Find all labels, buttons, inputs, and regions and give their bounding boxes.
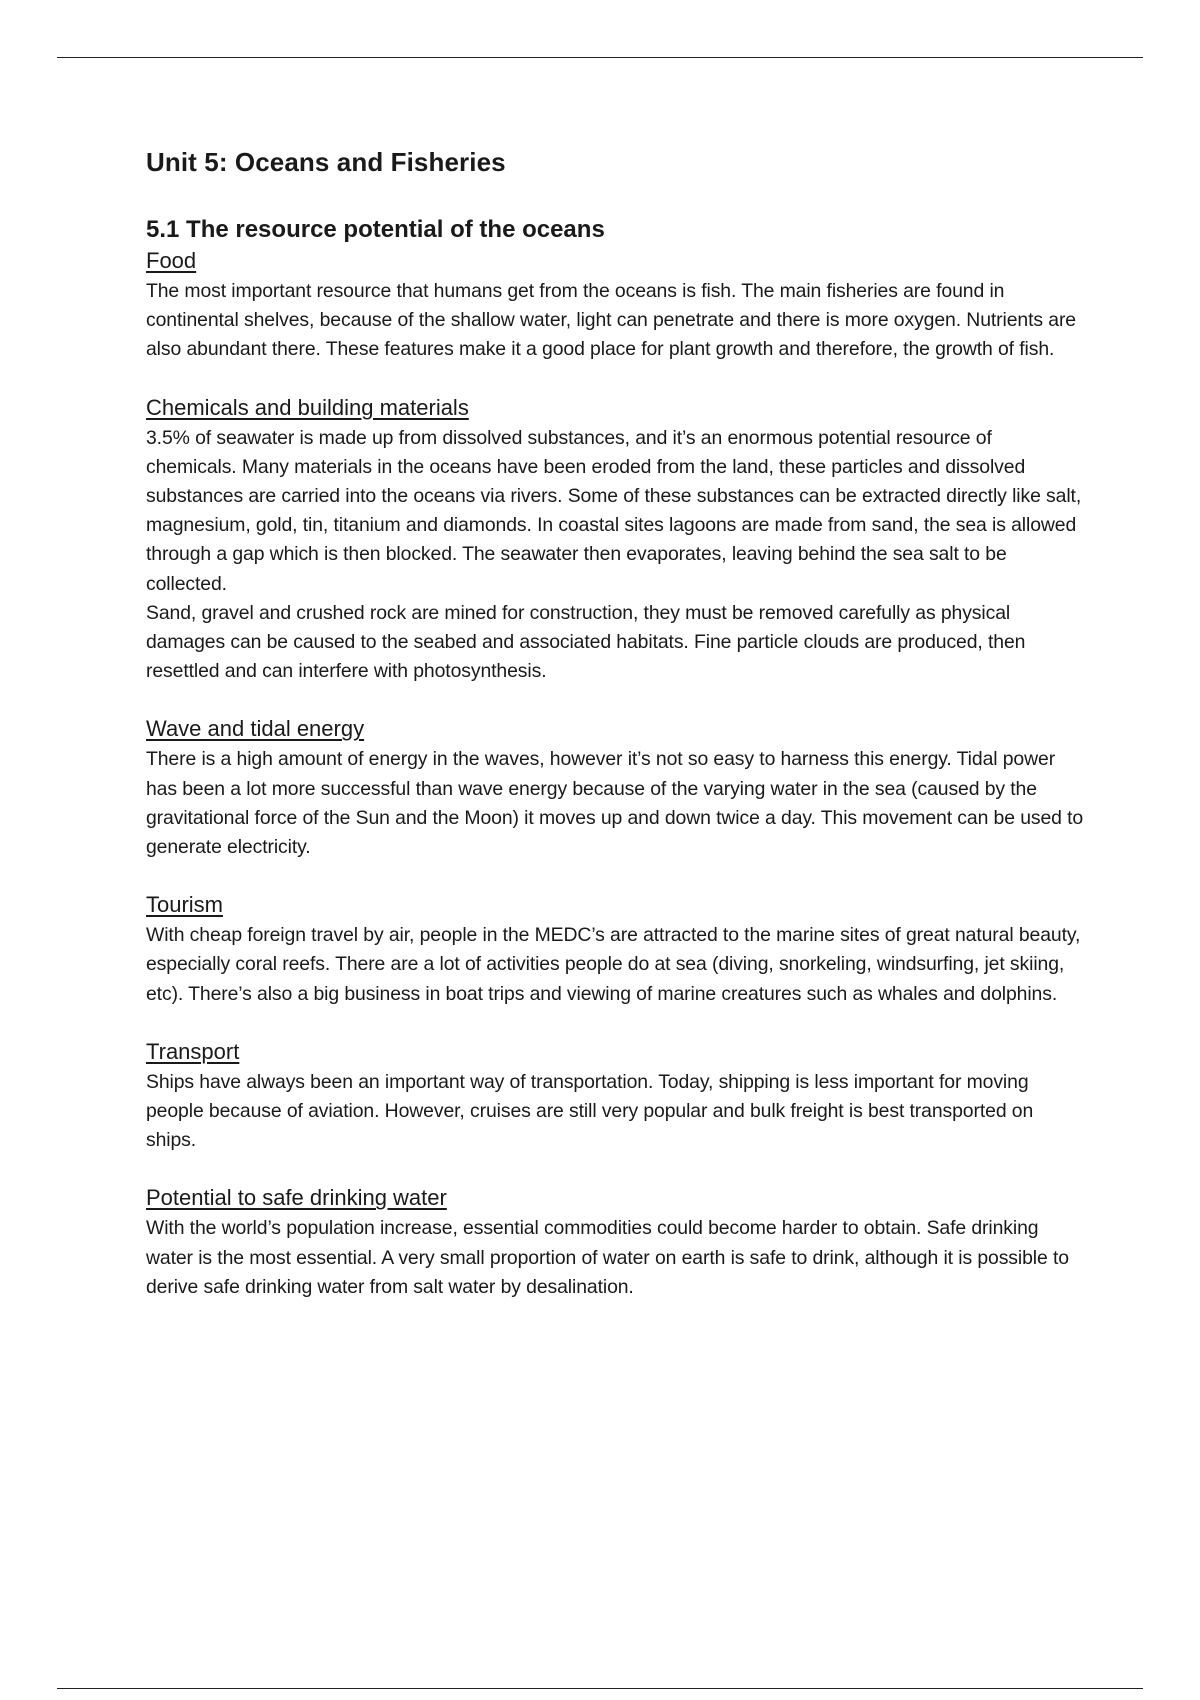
subsection-heading-drinking-water: Potential to safe drinking water xyxy=(146,1185,447,1211)
bottom-horizontal-rule xyxy=(57,1688,1143,1689)
subsection-heading-food: Food xyxy=(146,248,197,273)
subsection-heading-tourism: Tourism xyxy=(146,892,224,918)
subsection-heading-wave-tidal: Wave and tidal energy xyxy=(146,716,365,742)
subsection-heading-transport: Transport xyxy=(146,1038,240,1064)
subsection-tourism xyxy=(146,891,1086,1009)
paragraph-chemicals-2: Sand, gravel and crushed rock are mined for construction, they must be removed carefully as physical damages can be caused to the seabed and associated habitats. Fine particle clouds are produced, then resettled and can interfere with photosynthesis. xyxy=(146,601,1026,683)
document-body xyxy=(146,140,1086,1302)
paragraph-drinking-water: With the world’s population increase, essential commodities could become harder to obtain. Safe drinking water is the most essential. A very small proportion of water on earth is safe to drink, although it is possible to derive safe drinking water from salt water by desalination. xyxy=(146,1217,1069,1298)
paragraph-tourism: With cheap foreign travel by air, people in the MEDC’s are attracted to the marine sites of great natural beauty, especially coral reefs. There are a lot of activities people do at sea (diving, snorkeling, windsurfing, jet skiing, etc). There’s also a big business in boat trips and viewing of marine creatures such as whales and dolphins. xyxy=(146,924,1081,1005)
paragraph-wave-tidal: There is a high amount of energy in the waves, however it’s not so easy to harness this energy. Tidal power has been a lot more successful than wave energy because of the varying water in the sea (caused by the gravitational force of the Sun and the Moon) it moves up and down twice a day. This movement can be used to generate electricity. xyxy=(146,748,1084,859)
subsection-heading-chemicals: Chemicals and building materials xyxy=(146,394,469,420)
subsection-transport xyxy=(146,1038,1086,1156)
subsection-food xyxy=(146,247,1086,365)
subsection-drinking-water xyxy=(146,1184,1086,1302)
paragraph-chemicals-1: 3.5% of seawater is made up from dissolved substances, and it’s an enormous potential resource of chemicals. Many materials in the oceans have been eroded from the land, these particles and dissolved substances are carried into the oceans via rivers. Some of these substances can be extracted directly like salt, magnesium, gold, tin, titanium and diamonds. In coastal sites lagoons are made from sand, the sea is allowed through a gap which is then blocked. The seawater then evaporates, leaving behind the sea salt to be collected. xyxy=(146,426,1082,595)
section-title: 5.1 The resource potential of the oceans xyxy=(146,216,605,243)
unit-title: Unit 5: Oceans and Fisheries xyxy=(146,147,506,177)
paragraph-food: The most important resource that humans get from the oceans is fish. The main fisheries are found in continental shelves, because of the shallow water, light can penetrate and there is more oxygen. Nutrients are also abundant there. These features make it a good place for plant growth and therefore, the growth of fish. xyxy=(146,280,1076,361)
paragraph-transport: Ships have always been an important way of transportation. Today, shipping is less important for moving people because of aviation. However, cruises are still very popular and bulk freight is best transported on ships. xyxy=(146,1070,1034,1152)
subsection-wave-tidal xyxy=(146,715,1086,862)
top-horizontal-rule xyxy=(57,57,1143,58)
subsection-chemicals xyxy=(146,394,1086,687)
